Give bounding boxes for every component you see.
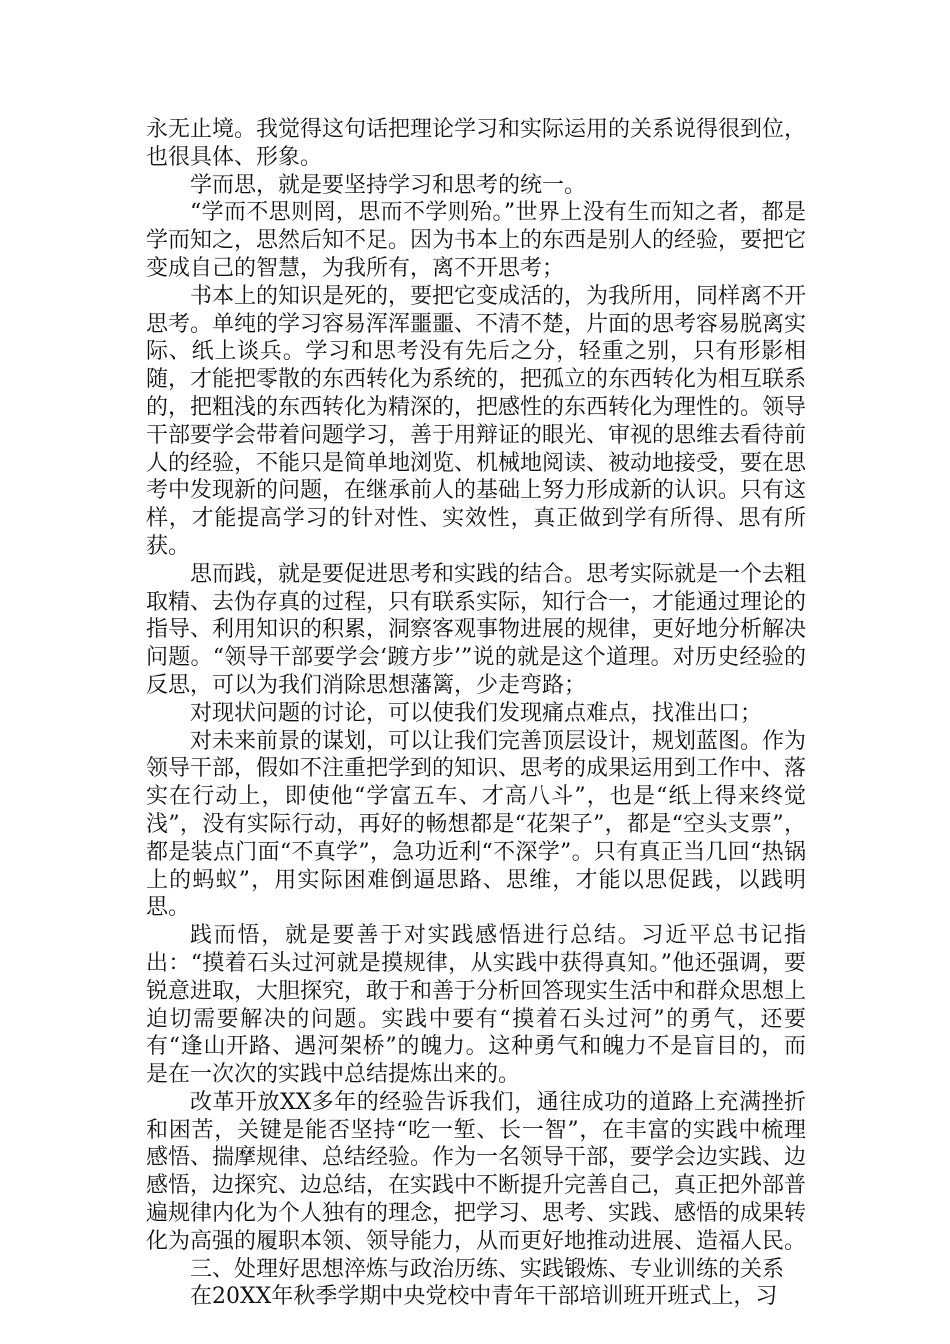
paragraph: 践而悟，就是要善于对实践感悟进行总结。习近平总书记指出：“摸着石头过河就是摸规律，从实践中获得真知。”他还强调，要锐意进取，大胆探究，敢于和善于分析回答现实生活中和群众思想上迫切需要解决的问题。实践中要有“摸着石头过河”的勇气，还要有“逢山开路、遇河架桥”的魄力。这种勇气和魄力不是盲目的，而是在一次次的实践中总结提炼出来的。: [146, 923, 807, 1088]
paragraph: 永无止境。我觉得这句话把理论学习和实际运用的关系说得很到位，也很具体、形象。: [146, 117, 807, 170]
paragraph: 对现状问题的讨论，可以使我们发现痛点难点，找准出口；: [190, 700, 763, 726]
paragraph: 书本上的知识是死的，要把它变成活的，为我所用，同样离不开思考。单纯的学习容易浑浑噩噩、不清不楚，片面的思考容易脱离实际、纸上谈兵。学习和思考没有先后之分，轻重之别，只有形影相随，才能把零散的东西转化为系统的，把孤立的东西转化为相互联系的，把粗浅的东西转化为精深的，把感性的东西转化为理性的。领导干部要学会带着问题学习，善于用辩证的眼光、审视的思维去看待前人的经验，不能只是简单地浏览、机械地阅读、被动地接受，要在思考中发现新的问题，在继承前人的基础上努力形成新的认识。只有这样，才能提高学习的针对性、实效性，真正做到学有所得、思有所获。: [146, 283, 807, 559]
document-page: [146, 116, 806, 1311]
section-heading: 三、处理好思想淬炼与政治历练、实践锻炼、专业训练的关系: [190, 1256, 785, 1282]
paragraph: “学而不思则罔，思而不学则殆。”世界上没有生而知之者，都是学而知之，思然后知不足。因为书本上的东西是别人的经验，要把它变成自己的智慧，为我所有，离不开思考；: [146, 200, 807, 281]
paragraph: 学而思，就是要坚持学习和思考的统一。: [190, 172, 587, 198]
paragraph: 改革开放XX多年的经验告诉我们，通往成功的道路上充满挫折和困苦，关键是能否坚持“吃一堑、长一智”，在丰富的实践中梳理感悟、揣摩规律、总结经验。作为一名领导干部，要学会边实践、边感悟，边探究、边总结，在实践中不断提升完善自己，真正把外部普遍规律内化为个人独有的理念，把学习、思考、实践、感悟的成果转化为高强的履职本领、领导能力，从而更好地推动进展、造福人民。: [146, 1089, 807, 1254]
paragraph: 对未来前景的谋划，可以让我们完善顶层设计，规划蓝图。作为领导干部，假如不注重把学到的知识、思考的成果运用到工作中、落实在行动上，即使他“学富五车、才高八斗”，也是“纸上得来终觉浅”，没有实际行动，再好的畅想都是“花架子”，都是“空头支票”，都是装点门面“不真学”，急功近利“不深学”。只有真正当几回“热锅上的蚂蚁”，用实际困难倒逼思路、思维，才能以思促践，以践明思。: [146, 728, 807, 921]
paragraph: 思而践，就是要促进思考和实践的结合。思考实际就是一个去粗取精、去伪存真的过程，只有联系实际，知行合一，才能通过理论的指导、利用知识的积累，洞察客观事物进展的规律，更好地分析解决问题。“领导干部要学会‘踱方步’”说的就是这个道理。对历史经验的反思，可以为我们消除思想藩篱，少走弯路；: [146, 561, 807, 698]
paragraph: 在20XX年秋季学期中央党校中青年干部培训班开班式上，习: [190, 1284, 778, 1310]
